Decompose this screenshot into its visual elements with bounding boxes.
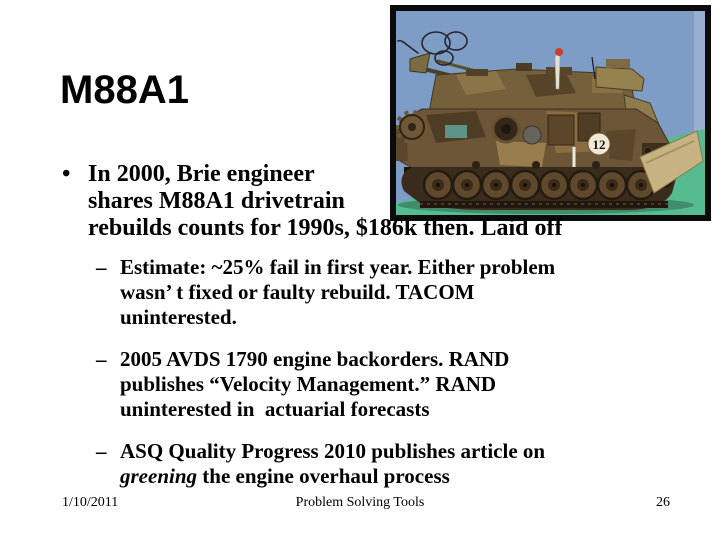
bullet-item-sub-1 bbox=[62, 255, 698, 330]
unit-number-badge bbox=[588, 133, 610, 155]
bullet-line: Estimate: ~25% fail in first year. Either problem bbox=[120, 255, 556, 279]
bullet-line: 2005 AVDS 1790 engine backorders. RAND bbox=[120, 347, 510, 371]
bullet-line: In 2000, Brie engineer bbox=[88, 161, 315, 187]
bullet-item-main bbox=[62, 161, 698, 242]
bullet-line: uninterested in actuarial forecasts bbox=[120, 397, 430, 421]
bullet-line: publishes “Velocity Management.” RAND bbox=[120, 372, 497, 396]
hatch bbox=[606, 59, 630, 68]
footer-date: 1/10/2011 bbox=[62, 495, 119, 510]
bullet-line: wasn’ t fixed or faulty rebuild. TACOM bbox=[120, 280, 475, 304]
bullet-text bbox=[120, 255, 698, 330]
bullet-marker: • bbox=[62, 161, 71, 187]
slide-title: M88A1 bbox=[60, 68, 189, 112]
toolbox bbox=[548, 115, 574, 145]
dash-marker: – bbox=[96, 439, 107, 463]
line-rest: the engine overhaul process bbox=[197, 464, 450, 488]
footer-title: Problem Solving Tools bbox=[295, 495, 425, 510]
bullet-item-sub-2 bbox=[62, 347, 698, 422]
bullet-line bbox=[120, 464, 698, 489]
bullet-text bbox=[120, 347, 698, 422]
stowage-item bbox=[445, 125, 467, 138]
footer-page-number: 26 bbox=[656, 495, 670, 510]
bullet-list bbox=[62, 161, 698, 506]
bullet-text bbox=[88, 161, 698, 242]
italic-word: greening bbox=[120, 464, 198, 488]
bullet-line: ASQ Quality Progress 2010 publishes article on bbox=[120, 439, 546, 463]
dash-marker: – bbox=[96, 255, 107, 279]
bullet-item-sub-3 bbox=[62, 439, 698, 489]
drum bbox=[523, 126, 541, 144]
dash-marker: – bbox=[96, 347, 107, 371]
bullet-line: rebuilds counts for 1990s, $186k then. Laid off bbox=[88, 215, 563, 241]
bullet-line: uninterested. bbox=[120, 305, 237, 329]
unit-number: 12 bbox=[592, 137, 606, 152]
bullet-line: shares M88A1 drivetrain bbox=[88, 188, 345, 214]
bullet-text bbox=[120, 439, 698, 489]
